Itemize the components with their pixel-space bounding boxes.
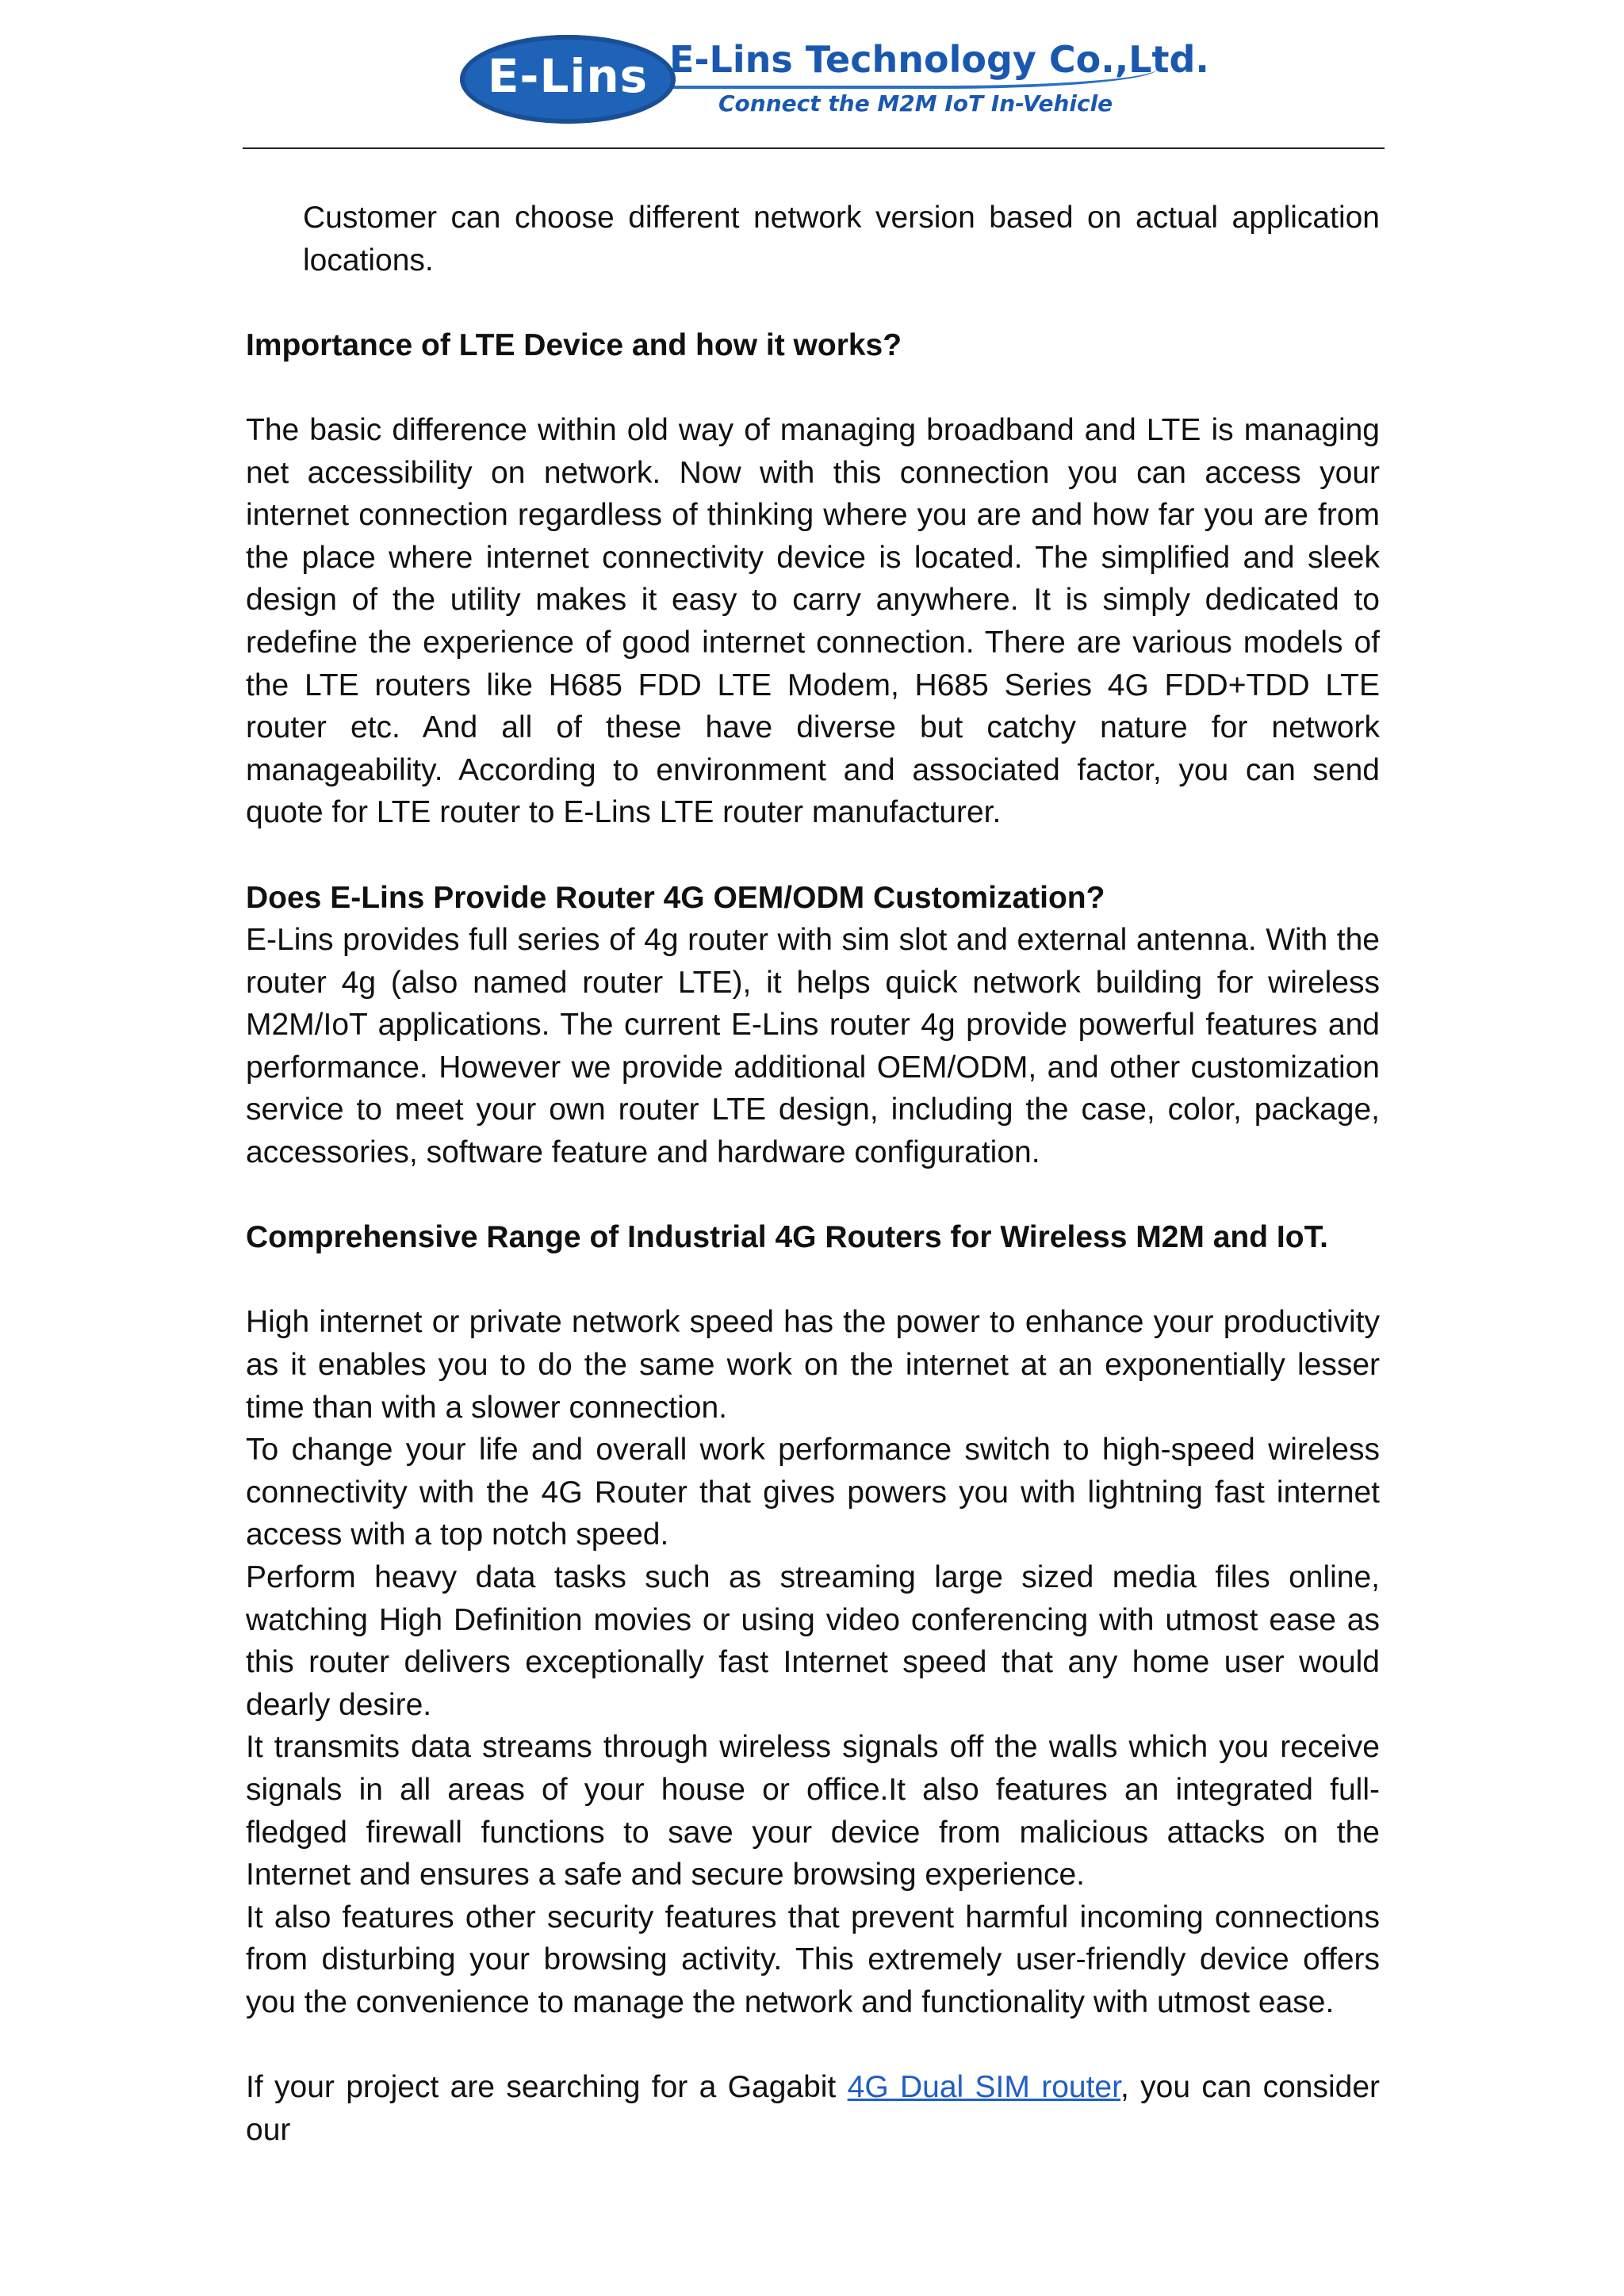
paragraph-security: It also features other security features that prevent harmful incoming connections from disturbing your browsing activity. This extremely user-friendly device offers you the convenience to manage the network and functionality with utmost ease. (246, 1900, 1380, 2019)
paragraph-oem-odm: E-Lins provides full series of 4g router with sim slot and external antenna. With the router 4g (also named router LTE), it helps quick network building for wireless M2M/IoT applications. The current E-Lins router 4g provide powerful features and performance. However we provide additional OEM/ODM, and other customization service to meet your own router LTE design, including the case, color, package, accessories, software feature and hardware configuration. (246, 923, 1380, 1170)
company-tagline: Connect the M2M IoT In-Vehicle (718, 90, 1113, 117)
company-name: E-Lins Technology Co.,Ltd. (669, 38, 1209, 81)
paragraph-speed: High internet or private network speed has the power to enhance your productivity as it enables you to do the same work on the internet at an exponentially lesser time than with a slower connection. (246, 1305, 1380, 1425)
company-logo (460, 32, 1209, 135)
paragraph-switch: To change your life and overall work performance switch to high-speed wireless connectivity with the 4G Router that gives powers you with lightning fast internet access with a top notch speed. (246, 1433, 1380, 1552)
dual-sim-text-before: If your project are searching for a Gagabit (246, 2070, 848, 2105)
dual-sim-text-after: , you can consider our (246, 2070, 1381, 2147)
document-body (246, 197, 1380, 2151)
dual-sim-router-link[interactable]: 4G Dual SIM router (847, 2070, 1120, 2105)
paragraph-lte-difference: The basic difference within old way of managing broadband and LTE is managing net accessibility on network. Now with this connection you can access your internet connection regardless of thinking where you are and how far you are from the place where internet connectivity device is located. The simplified and sleek design of the utility makes it easy to carry anywhere. It is simply dedicated to redefine the experience of good internet connection. There are various models of the LTE routers like H685 FDD LTE Modem, H685 Series 4G FDD+TDD LTE router etc. And all of these have diverse but catchy nature for network manageability. According to environment and associated factor, you can send quote for LTE router to E-Lins LTE router manufacturer. (246, 412, 1380, 830)
intro-paragraph: Customer can choose different network version based on actual application locations. (303, 201, 1380, 277)
logo-mark-text: E-Lins (487, 49, 649, 103)
heading-industrial-routers: Comprehensive Range of Industrial 4G Routers for Wireless M2M and IoT. (246, 1220, 1328, 1255)
paragraph-wireless-signals: It transmits data streams through wireless signals off the walls which you receive signals in all areas of your house or office.It also features an integrated full- fledged firewall functions to save your device from malicious attacks on the Internet and ensures a safe and secure browsing experience. (246, 1730, 1380, 1892)
paragraph-dual-sim (246, 2066, 1380, 2151)
header-divider (243, 147, 1385, 149)
paragraph-heavy-data: Perform heavy data tasks such as streaming large sized media files online, watching High Definition movies or using video conferencing with utmost ease as this router delivers exceptionally fast Internet speed that any home user would dearly desire. (246, 1560, 1380, 1722)
heading-oem-odm: Does E-Lins Provide Router 4G OEM/ODM Customization? (246, 880, 1105, 915)
page-header (0, 0, 1624, 159)
heading-lte-importance: Importance of LTE Device and how it works? (246, 327, 902, 362)
